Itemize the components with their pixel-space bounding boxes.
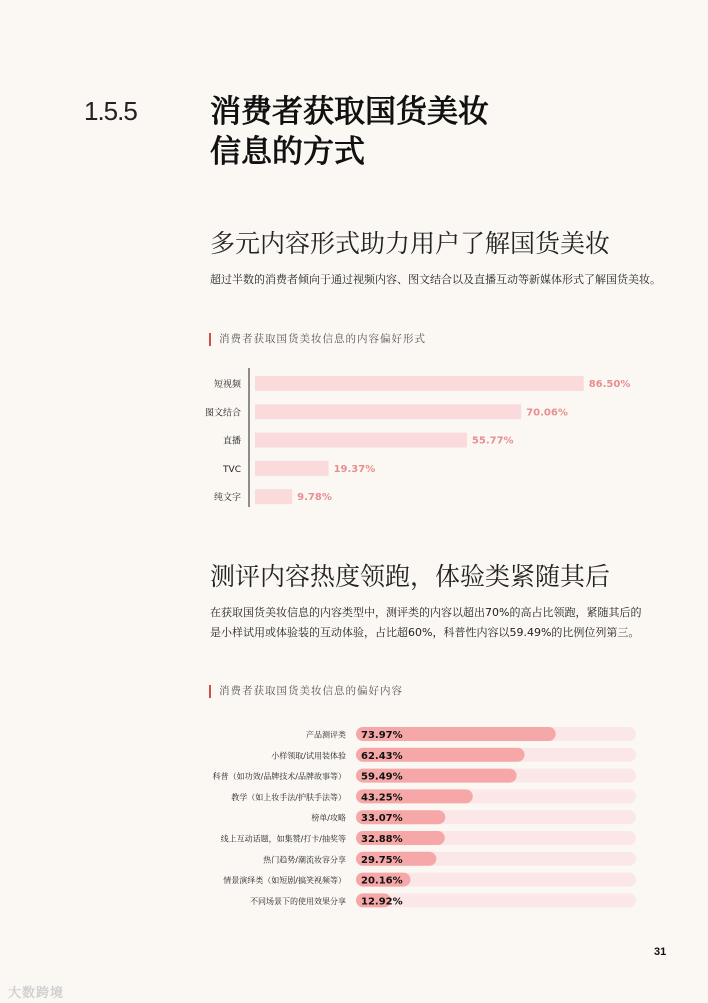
value-label: 43.25% [361, 792, 403, 804]
category-label: 线上互动话题，如集赞/打卡/抽奖等 [220, 834, 346, 844]
category-label: TVC [223, 464, 241, 475]
content-type-heading: 测评内容热度领跑，体验类紧随其后 [210, 562, 611, 591]
value-label: 29.75% [361, 854, 403, 866]
category-label: 教学（如上妆手法/护肤手法等） [231, 792, 346, 802]
value-label: 33.07% [361, 813, 403, 825]
value-label: 62.43% [361, 750, 403, 762]
content-format-paragraph: 超过半数的消费者倾向于通过视频内容、图文结合以及直播互动等新媒体形式了解国货美妆。 [210, 273, 661, 286]
watermark: 大数跨境 [8, 986, 65, 1001]
category-label: 纯文字 [213, 493, 241, 504]
category-label: 科普（如功效/品牌技术/品牌故事等） [212, 772, 346, 782]
category-label: 直播 [222, 436, 241, 447]
category-label: 不同场景下的使用效果分享 [250, 896, 346, 906]
value-label: 55.77% [471, 435, 514, 447]
category-label: 榜单/攻略 [311, 813, 346, 823]
page-number: 31 [654, 946, 667, 958]
content-type-paragraph-line-1: 在获取国货美妆信息的内容类型中，测评类的内容以超出70%的高占比领跑，紧随其后的 [210, 606, 642, 619]
value-label: 12.92% [361, 896, 403, 908]
value-label: 32.88% [361, 834, 403, 845]
content-format-chart-label: 消费者获取国货美妆信息的内容偏好形式 [209, 333, 426, 346]
content-format-heading: 多元内容形式助力用户了解国货美妆 [210, 229, 611, 258]
value-label: 20.16% [361, 875, 403, 887]
value-label: 59.49% [361, 771, 403, 783]
value-label: 70.06% [526, 407, 568, 419]
category-label: 热门趋势/潮流妆容分享 [263, 855, 346, 865]
value-label: 86.50% [588, 379, 631, 390]
content-type-paragraph-line-2: 是小样试用或体验装的互动体验，占比超60%，科普性内容以59.49%的比例位列第三。 [210, 626, 640, 639]
section-number: 1.5.5 [84, 96, 137, 126]
category-label: 短视频 [213, 380, 241, 390]
value-label: 73.97% [361, 730, 403, 741]
page-title-line-1: 消费者获取国货美妆 [210, 94, 489, 130]
category-label: 产品测评类 [306, 730, 346, 740]
category-label: 情景演绎类（如短剧/搞笑视频等） [223, 876, 346, 886]
page-title-line-2: 信息的方式 [210, 134, 365, 170]
category-label: 小样领取/试用装体验 [271, 751, 346, 761]
value-label: 19.37% [333, 463, 376, 475]
category-label: 图文结合 [204, 408, 241, 419]
value-label: 9.78% [297, 492, 332, 504]
content-type-chart-label: 消费者获取国货美妆信息的偏好内容 [209, 685, 403, 698]
